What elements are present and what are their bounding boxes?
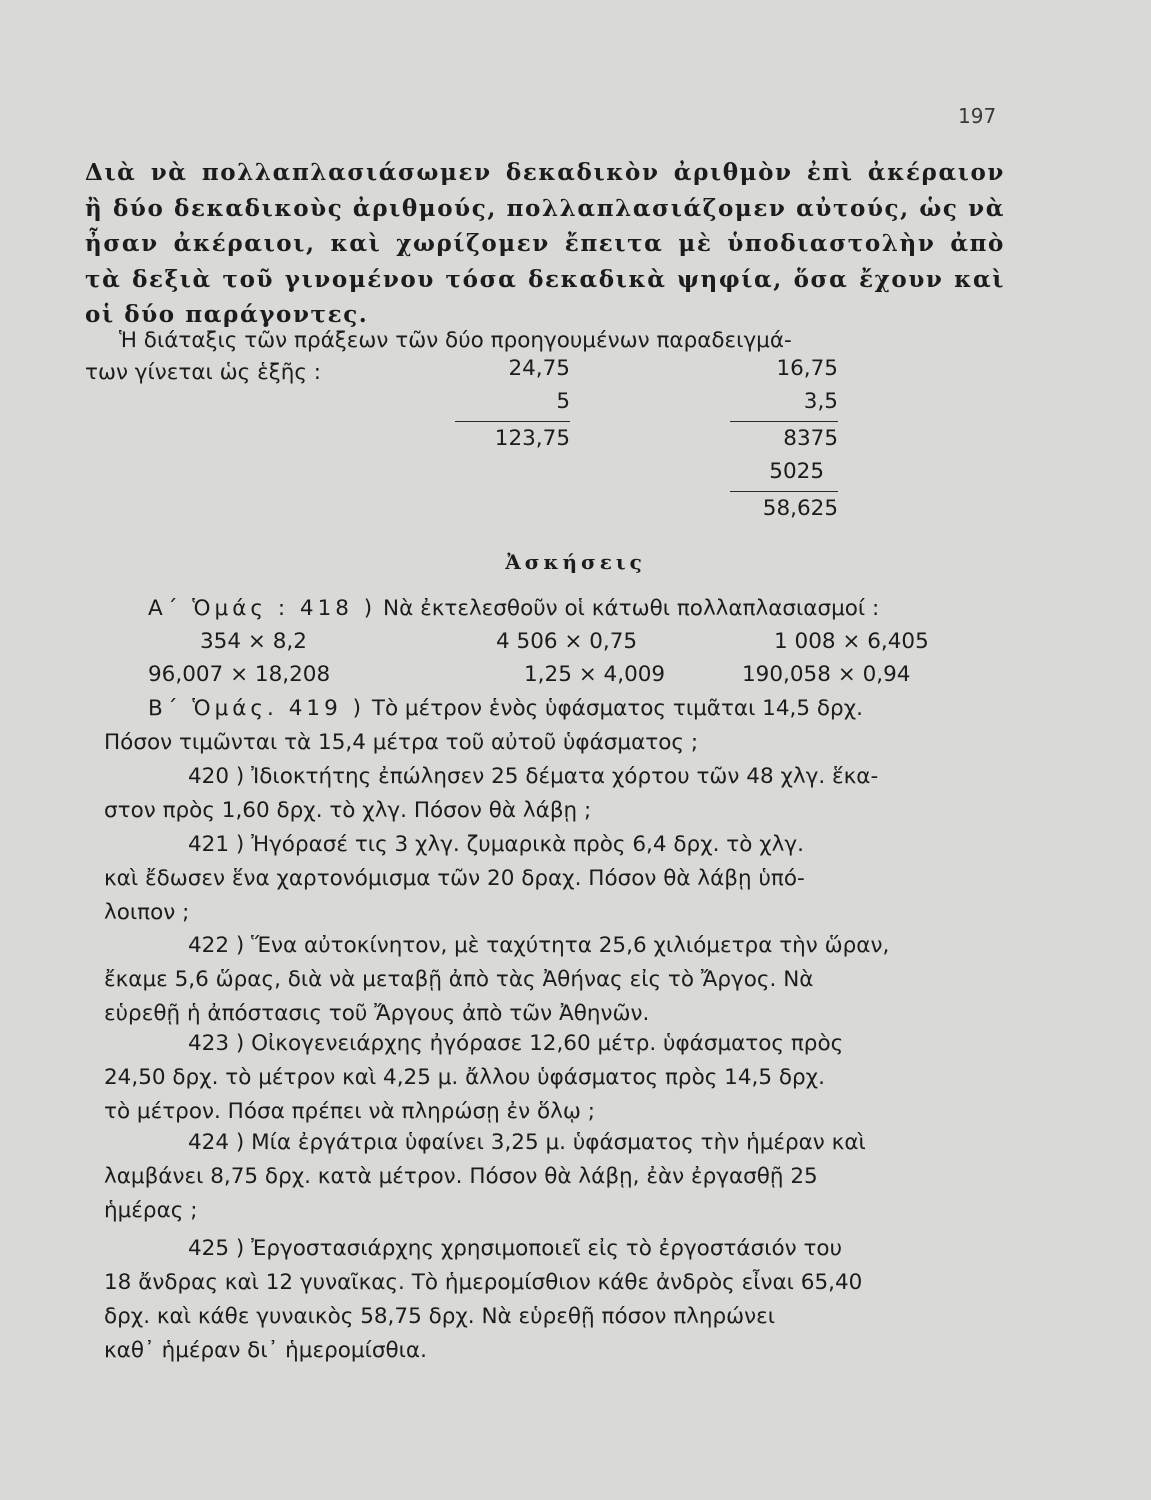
rule-line: ἢ δύο δεκαδικοὺς ἀριθμούς, πολλαπλασιάζομεν αὐτούς, ὡς νὰ <box>85 194 1005 222</box>
factor: 24,75 <box>508 356 570 381</box>
exercise-line: λοιπον ; <box>104 900 190 925</box>
arrangement-line: Ἡ διάταξις τῶν πράξεων τῶν δύο προηγουμένων παραδειγμά- <box>119 328 792 353</box>
factor: 5 <box>556 389 570 414</box>
partial-product: 5025 <box>769 459 824 484</box>
multiplication-item: 1,25 × 4,009 <box>524 662 666 687</box>
exercise-line: 424 ) Μία ἐργάτρια ὑφαίνει 3,25 μ. ὑφάσματος τὴν ἡμέραν καὶ <box>188 1130 866 1155</box>
multiplication-row <box>148 625 940 658</box>
exercise-line: στον πρὸς 1,60 δρχ. τὸ χλγ. Πόσον θὰ λάβῃ ; <box>104 798 592 823</box>
rule-paragraph <box>85 155 1005 333</box>
rule-line: δεξιὰ τοῦ γινομένου τόσα δεκαδικὰ ψηφία, ὅσα ἔχουν καὶ οἱ <box>85 265 1005 328</box>
factor: 3,5 <box>803 389 838 414</box>
exercises-title: Ἀσκήσεις <box>505 550 646 574</box>
rule-line: ἦσαν ἀκέραιοι, καὶ χωρίζομεν ἔπειτα μὲ ὑποδιαστολὴν ἀπὸ τὰ <box>85 230 1005 293</box>
group-label: Α΄ Ὁμάς : 418 ) <box>148 596 377 621</box>
multiplication-item: 4 506 × 0,75 <box>496 629 638 654</box>
exercise-line: λαμβάνει 8,75 δρχ. κατὰ μέτρον. Πόσον θὰ λάβῃ, ἐὰν ἐργασθῇ 25 <box>104 1164 818 1189</box>
rule-line: δύο παράγοντες. <box>124 301 369 328</box>
exercise-line: ἡμέρας ; <box>104 1198 198 1223</box>
exercise-line: 420 ) Ἰδιοκτήτης ἐπώλησεν 25 δέματα χόρτου τῶν 48 χλγ. ἕκα- <box>188 764 879 789</box>
multiplication-item: 96,007 × 18,208 <box>148 662 331 687</box>
exercise-421 <box>104 828 1004 930</box>
multiplication-row <box>148 658 940 691</box>
arrangement-line: των γίνεται ὡς ἑξῆς : <box>85 360 322 385</box>
exercise-line: 18 ἄνδρας καὶ 12 γυναῖκας. Τὸ ἡμερομίσθιον κάθε ἀνδρὸς εἶναι 65,40 <box>104 1270 863 1295</box>
group-a-heading <box>148 592 879 625</box>
product: 123,75 <box>494 426 570 451</box>
exercise-line: 421 ) Ἠγόρασέ τις 3 χλγ. ζυμαρικὰ πρὸς 6,4 δρχ. τὸ χλγ. <box>188 832 804 857</box>
group-b-heading <box>148 692 863 725</box>
group-text: Τὸ μέτρον ἑνὸς ὑφάσματος τιμᾶται 14,5 δρχ. <box>371 696 863 721</box>
exercise-425 <box>104 1232 1004 1368</box>
exercise-line: τὸ μέτρον. Πόσα πρέπει νὰ πληρώσῃ ἐν ὅλῳ ; <box>104 1099 595 1124</box>
product: 58,625 <box>762 496 838 521</box>
exercise-420 <box>104 760 1004 828</box>
factor: 16,75 <box>776 356 838 381</box>
exercise-line: δρχ. καὶ κάθε γυναικὸς 58,75 δρχ. Νὰ εὑρεθῇ πόσον πληρώνει <box>104 1304 776 1329</box>
group-label: Β΄ Ὁμάς. 419 ) <box>148 696 365 721</box>
exercise-line: ἔκαμε 5,6 ὥρας, διὰ νὰ μεταβῇ ἀπὸ τὰς Ἀθήνας εἰς τὸ Ἄργος. Νὰ <box>104 967 814 992</box>
exercise-line: εὑρεθῇ ἡ ἀπόστασις τοῦ Ἄργους ἀπὸ τῶν Ἀθηνῶν. <box>104 1001 650 1026</box>
multiplication-example-1 <box>455 352 570 455</box>
exercise-line: 422 ) Ἕνα αὐτοκίνητον, μὲ ταχύτητα 25,6 χιλιόμετρα τὴν ὥραν, <box>188 933 890 958</box>
exercise-422 <box>104 929 1004 1031</box>
multiplication-item: 354 × 8,2 <box>200 629 307 654</box>
exercise-line: 24,50 δρχ. τὸ μέτρον καὶ 4,25 μ. ἄλλου ὑφάσματος πρὸς 14,5 δρχ. <box>104 1065 825 1090</box>
group-text: Νὰ ἐκτελεσθοῦν οἱ κάτωθι πολλαπλασιασμοί : <box>383 596 880 621</box>
multiplication-item: 1 008 × 6,405 <box>774 629 929 654</box>
exercise-line: Πόσον τιμῶνται τὰ 15,4 μέτρα τοῦ αὐτοῦ ὑφάσματος ; <box>104 730 699 755</box>
exercise-line: 425 ) Ἐργοστασιάρχης χρησιμοποιεῖ εἰς τὸ ἐργοστάσιόν του <box>188 1236 843 1261</box>
exercise-line: 423 ) Οἰκογενειάρχης ἠγόρασε 12,60 μέτρ. ὑφάσματος πρὸς <box>188 1031 844 1056</box>
rule-line: Διὰ νὰ πολλαπλασιάσωμεν δεκαδικὸν ἀριθμὸν ἐπὶ ἀκέραιον <box>85 159 1005 186</box>
partial-product: 8375 <box>783 426 838 451</box>
multiplication-example-2 <box>730 352 838 525</box>
exercise-424 <box>104 1126 1004 1228</box>
exercise-line: καὶ ἔδωσεν ἕνα χαρτονόμισμα τῶν 20 δραχ. Πόσον θὰ λάβῃ ὑπό- <box>104 866 805 891</box>
exercise-423 <box>104 1027 1004 1129</box>
exercise-line: καθ᾽ ἡμέραν δι᾽ ἡμερομίσθια. <box>104 1338 427 1363</box>
multiplication-item: 190,058 × 0,94 <box>742 662 911 687</box>
page-number: 197 <box>958 104 997 128</box>
